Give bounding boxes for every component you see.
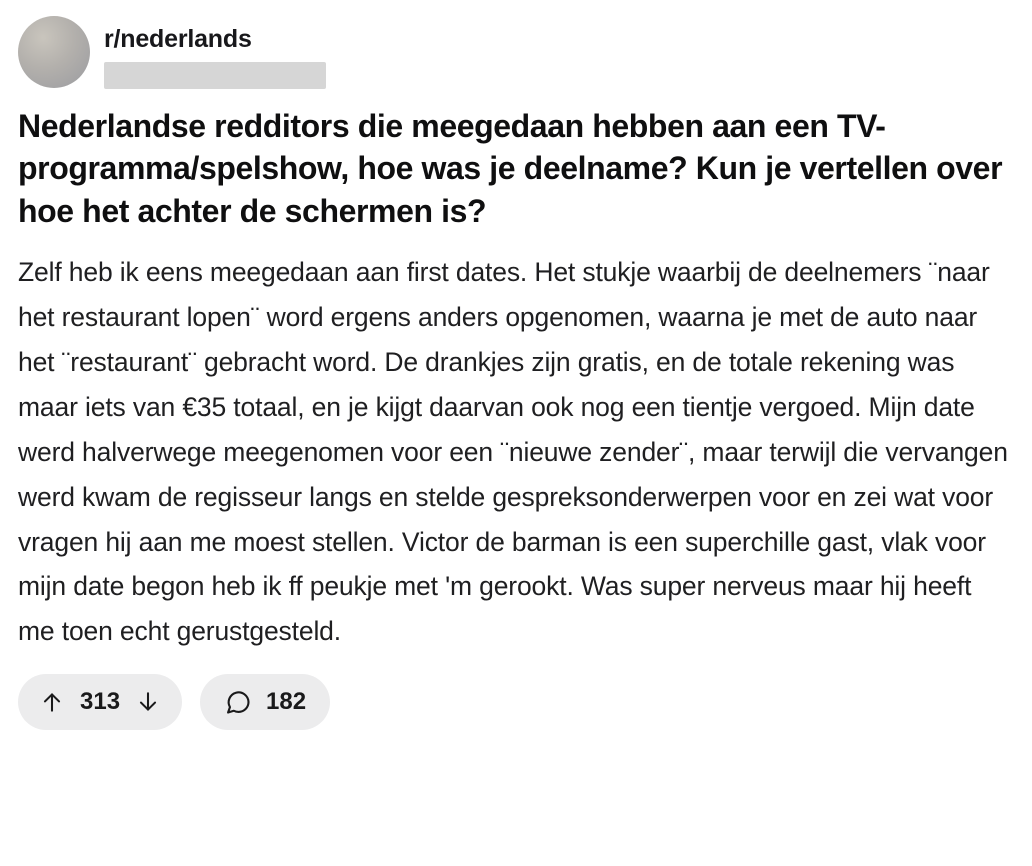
avatar <box>18 16 90 88</box>
post-title[interactable]: Nederlandse redditors die meegedaan hebben aan een TV-programma/spelshow, hoe was je deelname? Kun je vertellen over hoe het achter de schermen is? <box>18 107 1003 229</box>
comment-pill[interactable] <box>200 674 330 730</box>
vote-count: 313 <box>80 688 121 716</box>
subreddit-link[interactable]: r/nederlands <box>104 25 252 53</box>
author-redacted-bar <box>104 62 326 89</box>
vote-pill <box>18 674 182 730</box>
post-header <box>16 16 1016 89</box>
comment-count: 182 <box>266 688 307 716</box>
arrow-up-icon[interactable] <box>38 688 66 716</box>
post-body-text: Zelf heb ik eens meegedaan aan first dates. Het stukje waarbij de deelnemers ¨naar het restaurant lopen¨ word ergens anders opgenomen, waarna je met de auto naar het ¨restaurant¨ gebracht word. De drankjes zijn gratis, en de totale rekening was maar iets van €35 totaal, en je kijgt daarvan ook nog een tientje vergoed. Mijn date werd halverwege meegenomen voor een ¨nieuwe zender¨, maar terwijl die vervangen werd kwam de regisseur langs en stelde gespreksonderwerpen voor en zei wat voor vragen hij aan me moest stellen. Victor de barman is een superchille gast, vlak voor mijn date begon heb ik ff peukje met 'm gerookt. Was super nerveus maar hij heeft me toen echt gerustgesteld. <box>18 257 1008 647</box>
arrow-down-icon[interactable] <box>134 688 162 716</box>
post-actions <box>16 674 1016 730</box>
post-header-text <box>104 16 326 89</box>
comment-bubble-icon <box>224 688 252 716</box>
